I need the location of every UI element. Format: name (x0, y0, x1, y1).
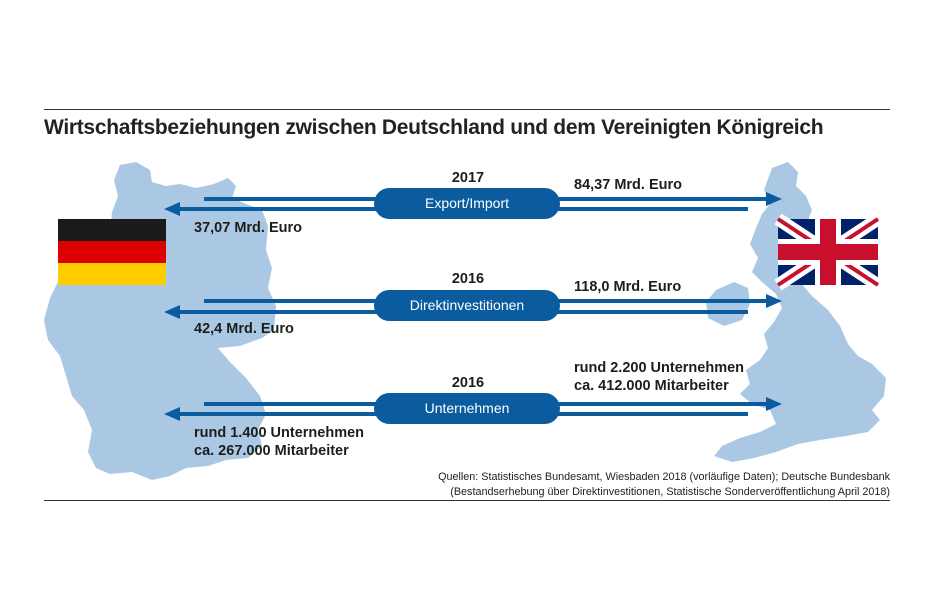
year-label-export: 2017 (451, 170, 485, 186)
germany-flag-icon (58, 219, 166, 285)
category-pill-companies: Unternehmen (374, 393, 560, 424)
value-to-de-investment: 42,4 Mrd. Euro (194, 321, 294, 337)
infographic-title: Wirtschaftsbeziehungen zwischen Deutschland und dem Vereinigten Königreich (44, 116, 824, 139)
value-to-de-companies-employees: ca. 267.000 Mitarbeiter (194, 443, 349, 459)
value-to-uk-export: 84,37 Mrd. Euro (574, 177, 682, 193)
value-to-uk-investment: 118,0 Mrd. Euro (574, 279, 682, 295)
category-pill-export-import: Export/Import (374, 188, 560, 219)
ireland-map (706, 282, 750, 326)
bottom-rule (44, 500, 890, 501)
category-pill-direct-investment: Direktinvestitionen (374, 290, 560, 321)
year-label-companies: 2016 (451, 375, 485, 391)
source-note (438, 470, 890, 500)
source-line-2: (Bestandserhebung über Direktinvestitionen, Statistische Sonderveröffentlichung April 2018) (450, 486, 890, 498)
united-kingdom-flag-icon (778, 219, 878, 285)
value-to-de-companies-count: rund 1.400 Unternehmen (194, 425, 365, 441)
value-to-uk-companies-employees: ca. 412.000 Mitarbeiter (574, 378, 729, 394)
value-to-de-export: 37,07 Mrd. Euro (194, 220, 302, 236)
year-label-investment: 2016 (451, 271, 485, 287)
value-to-uk-companies-count: rund 2.200 Unternehmen (574, 360, 745, 376)
source-line-1: Quellen: Statistisches Bundesamt, Wiesbaden 2018 (vorläufige Daten); Deutsche Bundesbank (438, 471, 890, 483)
